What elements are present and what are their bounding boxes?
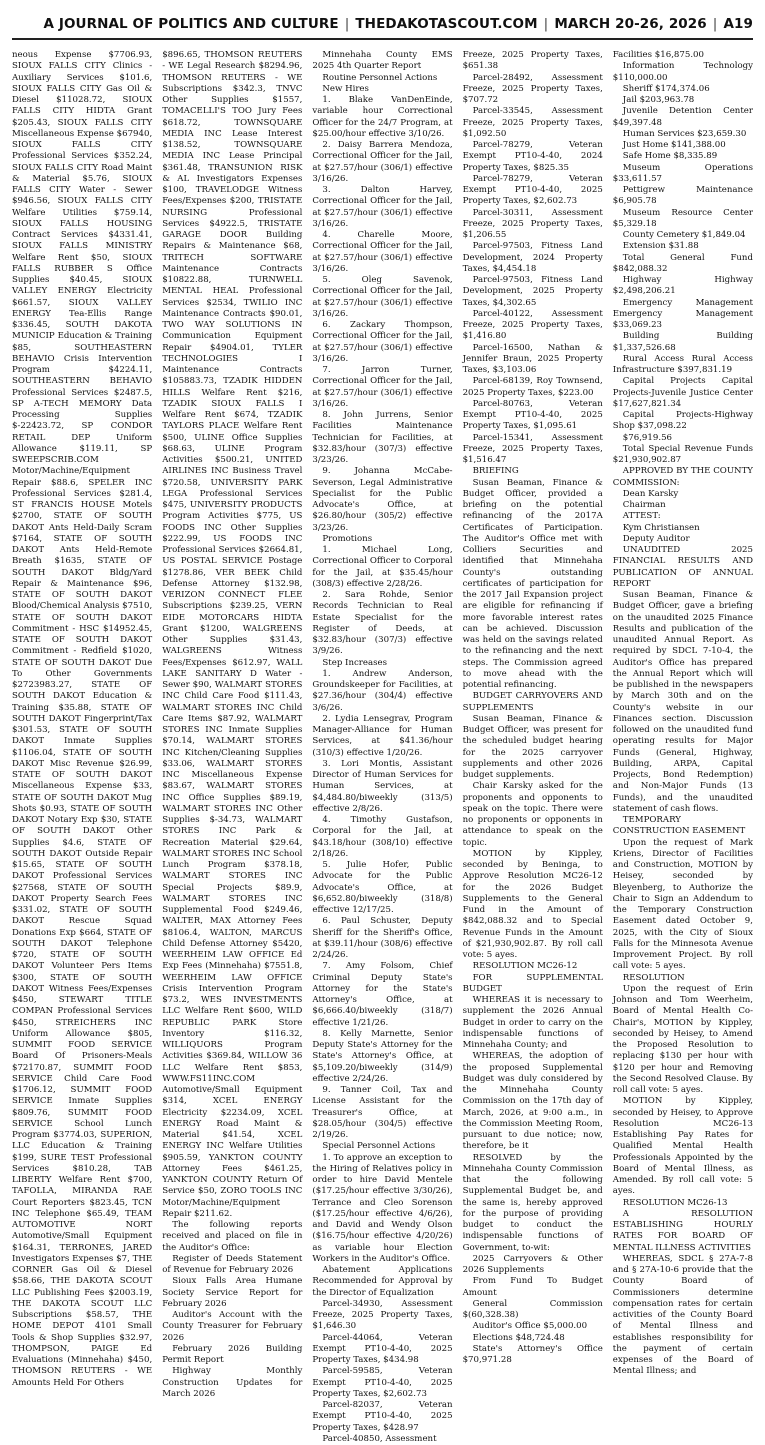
paragraph: 7. Jarron Turner, Correctional Officer for the Jail, at $27.57/hour (306/1) effective 3/16/26. <box>312 365 453 409</box>
paragraph: RESOLUTION MC26-13 <box>622 1197 728 1208</box>
text-column-2 <box>162 50 302 1445</box>
paragraph: $896.65, THOMSON REUTERS - WE Legal Research $8294.96, THOMSON REUTERS - WE Subscriptions $342.3, TNVC Other Supplies $1557, TOMACELLI'S TOO Jury Fees $618.72, TOWNSQUARE MEDIA INC Lease Interest $138.52, TOWNSQUARE MEDIA INC Lease Principal $361.48, TRANSUNION RISK & AL Investigators Expenses $100, TRAVELODGE Witness Fees/Expenses $200, TRISTATE NURSING Professional Services $4922.5, TRISTATE GARAGE DOOR Building Repairs & Maintenance $68, TRITECH SOFTWARE Maintenance Contracts $10822.88, TURNWELL MENTAL HEAL Professional Services $2534, TWILIO INC Maintenance Contracts $90.01, TWO WAY SOLUTIONS IN Communication Equipment Repair $4904.01, TYLER TECHNOLOGIES I Maintenance Contracts $105883.73, TZADIK HIDDEN HILLS Welfare Rent $216, TZADIK SIOUX FALLS I Welfare Rent $674, TZADIK TAYLORS PLACE Welfare Rent $500, ULINE Office Supplies $68.63, ULINE Program Activities $500.21, UNITED AIRLINES INC Business Travel $720.58, UNIVERSITY PARK LEGA Professional Services $475, UNIVERSITY PRODUCTS Program Activities $775, US FOODS INC Other Supplies $222.99, US FOODS INC Professional Services $2664.81, US POSTAL SERVICE Postage $1278.86, VER BEEK Child Defense Attorney $132.98, VERIZON CONNECT FLEE Subscriptions $239.25, VERN EIDE MOTORCARS HIDTA Grant $1200, WALGREENS Other Supplies $31.43, WALGREENS Witness Fees/Expenses $612.97, WALL LAKE SANITARY D Water - Sewer $90, WALMART STORES INC Child Care Food $111.43, WALMART STORES INC Child Care Items $87.92, WALMART STORES INC Inmate Supplies $70.14, WALMART STORES INC Kitchen/Cleaning Supplies $33.06, WALMART STORES INC Miscellaneous Expense $83.67, WALMART STORES INC Office Supplies $89.19, WALMART STORES INC Other Supplies $-34.73, WALMART STORES INC Park & Recreation Material $29.64, WALMART STORES INC School Lunch Program $378.18, WALMART STORES INC Special Projects $89.9, WALMART STORES INC Supplemental Food $249.46, WALTER, MAX Attorney Fees $8106.4, WALTON, MARCUS Child Defense Attorney $5420, WEERHEIM LAW OFFICE Ed Exp Fees (Minnehaha) $7551.8, WEERHEIM LAW OFFICE Crisis Intervention Program $73.2, WES INVESTMENTS LLC Welfare Rent $600, WILD REPUBLIC PARK Store Inventory $116.32, WILLIQUORS Program Activities $369.84, WILLOW 36 LLC Welfare Rent $853, WWW.FS11INC.COM Automotive/Small Equipment $314, XCEL ENERGY Electricity $2234.09, XCEL ENERGY Road Maint & Material $41.54, XCEL ENERGY INC Welfare Utilities $905.59, YANKTON COUNTY Attorney Fees $461.25, YANKTON COUNTY Return Of Service $50, ZORO TOOLS INC Motor/Machine/Equipment Repair $211.62. <box>162 50 303 1219</box>
paragraph: Freeze, 2025 Property Taxes, $651.38 <box>462 50 603 72</box>
paragraph: Just Home $141,388.00 <box>622 140 726 150</box>
paragraph: Elections $48,724.48 <box>472 1332 565 1343</box>
paragraph: Highway Monthly Construction Updates for March 2026 <box>162 1366 303 1399</box>
text-column-3 <box>312 50 452 1445</box>
paragraph: FOR SUPPLEMENTAL BUDGET <box>462 972 603 994</box>
paragraph: neous Expense $7706.93, SIOUX FALLS CITY Clinics - Auxiliary Services $101.6, SIOUX FALLS CITY Gas Oil & Diesel $11028.72, SIOUX FALLS CITY HIDTA Grant $205.43, SIOUX FALLS CITY Miscellaneous Expense $67940, SIOUX FALLS CITY Professional Services $352.24, SIOUX FALLS CITY Road Maint & Material $5.76, SIOUX FALLS CITY Water - Sewer $946.56, SIOUX FALLS CITY Welfare Utilities $759.14, SIOUX FALLS HOUSING Contract Services $4331.41, SIOUX FALLS MINISTRY Welfare Rent $50, SIOUX FALLS RUBBER S Office Supplies $40.45, SIOUX VALLEY ENERGY Electricity $661.57, SIOUX VALLEY ENERGY Tea-Ellis Range $336.45, SOUTH DAKOTA MUNICIP Education & Training $85, SOUTHEASTERN BEHAVIO Crisis Intervention Program $4224.11, SOUTHEASTERN BEHAVIO Professional Services $2487.5, SP A-TECH MEMORY Data Processing Supplies $-22423.72, SP CONDOR RETAIL DEP Uniform Allowance $119.11, SP SWEEPSCRIB.COM Motor/Machine/Equipment Repair $88.6, SPELER INC Professional Services $281.4, ST FRANCIS HOUSE Motels $2700, STATE OF SOUTH DAKOT Ants Held-Daily Scram $7164, STATE OF SOUTH DAKOT Ants Held-Remote Breath $1635, STATE OF SOUTH DAKOT Bldg/Yard Repair & Maintenance $96, STATE OF SOUTH DAKOT Blood/Chemical Analysis $7510, STATE OF SOUTH DAKOT Commitment - HSC $14952.45, STATE OF SOUTH DAKOT Commitment - Redfield $1020, STATE OF SOUTH DAKOT Due To Other Governments $2723983.27, STATE OF SOUTH DAKOT Education & Training $35.88, STATE OF SOUTH DAKOT Fingerprint/Tax $301.53, STATE OF SOUTH DAKOT Inmate Supplies $1106.04, STATE OF SOUTH DAKOT Misc Revenue $26.99, STATE OF SOUTH DAKOT Miscellaneous Expense $33, STATE OF SOUTH DAKOT Mug Shots $0.93, STATE OF SOUTH DAKOT Notary Exp $30, STATE OF SOUTH DAKOT Other Supplies $4.6, STATE OF SOUTH DAKOT Outside Repair $15.65, STATE OF SOUTH DAKOT Professional Services $27568, STATE OF SOUTH DAKOT Property Search Fees $331.02, STATE OF SOUTH DAKOT Rescue Squad Donations Exp $664, STATE OF SOUTH DAKOT Telephone $720, STATE OF SOUTH DAKOT Volunteer Pers Items $300, STATE OF SOUTH DAKOT Witness Fees/Expenses $450, STEWART TITLE COMPAN Professional Services $450, STREICHERS INC Uniform Allowance $805, SUMMIT FOOD SERVICE Board Of Prisoners-Meals $72170.87, SUMMIT FOOD SERVICE Child Care Food $1706.12, SUMMIT FOOD SERVICE Inmate Supplies $809.76, SUMMIT FOOD SERVICE School Lunch Program $3774.03, SUPERION, LLC Education & Training $199, SURE TEST Professional Services $810.28, TAB LIBERTY Welfare Rent $700, TAFOLLA, MIRANDA RAE Court Reporters $823.45, TCN INC Telephone $65.49, TEAM AUTOMOTIVE NORT Automotive/Small Equipment $164.31, TERRONES, JARED Investigators Expenses $7, THE CORNER Gas Oil & Diesel $58.66, THE DAKOTA SCOUT LLC Publishing Fees $2003.19, THE DAKOTA SCOUT LLC Subscriptions $58.57, THE HOME DEPOT 4101 Small Tools & Shop Supplies $32.97, THOMPSON, PAIGE Ed Evaluations (Minnehaha) $450, THOMSON REUTERS - WE Amounts Held For Others <box>12 50 153 1388</box>
paragraph: Sioux Falls Area Humane Society Service Report for February 2026 <box>162 1276 303 1309</box>
paragraph: 2. Daisy Barrera Mendoza, Correctional Officer for the Jail, at $27.57/hour (306/1) effective 3/16/26. <box>312 140 453 184</box>
paragraph: Parcel-97503, Fitness Land Development, 2024 Property Taxes, $4,454.18 <box>462 241 603 274</box>
paragraph: 5. Oleg Savenok, Correctional Officer for the Jail, at $27.57/hour (306/1) effective 3/16/26. <box>312 275 453 319</box>
paragraph: New Hires <box>322 83 369 94</box>
paragraph: Parcel-15341, Assessment Freeze, 2025 Property Taxes, $1,516.47 <box>462 432 603 465</box>
paragraph: Parcel-68139, Roy Townsend, 2025 Property Taxes, $223.00 <box>462 376 603 398</box>
paragraph: Museum Resource Center $5,329.18 <box>612 207 753 229</box>
paragraph: 9. Johanna McCabe-Severson, Legal Administrative Specialist for the Public Advocate's Office, at $26.80/hour (305/2) effective 3/23/26. <box>312 466 453 533</box>
paragraph: WHEREAS, SDCL § 27A-7-8 and § 27A-10-6 provide that the County Board of Commissioners determine compensation rates for certain activities of the County Board of Mental Illness and establishes responsibility for the payment of certain expenses of the Board of Mental Illness; and <box>612 1253 753 1377</box>
paragraph: 7. Amy Folsom, Chief Criminal Deputy State's Attorney for the State's Attorney's Office, at $6,666.40/biweekly (318/7) effective 1/21/26. <box>312 961 453 1028</box>
paragraph: Dean Karsky <box>622 488 679 499</box>
paragraph: WHEREAS it is necessary to supplement the 2026 Annual Budget in order to carry on the indispensable functions of Minnehaha County; and <box>462 995 603 1050</box>
text-column-4 <box>463 50 603 1445</box>
paragraph: Abatement Applications Recommended for Approval by the Director of Equalization <box>312 1265 453 1298</box>
paragraph: Capital Projects Capital Projects-Juvenile Justice Center $17,627,821.34 <box>612 376 753 409</box>
paragraph: 4. Charelle Moore, Correctional Officer for the Jail, at $27.57/hour (306/1) effective 3/16/26. <box>312 230 453 274</box>
paragraph: 6. Zackary Thompson, Correctional Officer for the Jail, at $27.57/hour (306/1) effective 3/16/26. <box>312 320 453 364</box>
paragraph: Minnehaha County EMS 2025 4th Quarter Report <box>312 50 453 72</box>
paragraph: Parcel-33545, Assessment Freeze, 2025 Property Taxes, $1,092.50 <box>462 106 603 139</box>
paragraph: Safe Home $8,335.89 <box>622 151 718 162</box>
paragraph: Pettigrew Maintenance $6,905.78 <box>612 185 753 207</box>
page-number: A19 <box>723 16 753 32</box>
paragraph: Register of Deeds Statement of Revenue for February 2026 <box>162 1253 303 1275</box>
text-column-1 <box>12 50 152 1445</box>
paragraph: RESOLVED by the Minnehaha County Commission that the following Supplemental Budget be, and the same is, hereby approved for the purpose of providing budget to conduct the indispensable functions of Government, to-wit: <box>462 1152 603 1253</box>
paragraph: 3. Lori Montis, Assistant Director of Human Services for Human Services, at $4,484.80/biweekly (313/5) effective 2/8/26. <box>312 758 453 814</box>
paragraph: Parcel-34930, Assessment Freeze, 2025 Property Taxes, $1,646.30 <box>312 1298 453 1332</box>
paragraph: Routine Personnel Actions <box>322 72 438 83</box>
paragraph: State's Attorney's Office $70,971.28 <box>462 1343 603 1365</box>
paragraph: Step Increases <box>322 657 388 668</box>
paragraph: Chair Karsky asked for the proponents and opponents to speak on the topic. There were no proponents or opponents in attendance to speak on the topic. <box>462 781 603 848</box>
paragraph: Parcel-97503, Fitness Land Development, 2025 Property Taxes, $4,302.65 <box>462 275 603 308</box>
paragraph: Jail $203,963.78 <box>622 95 695 105</box>
paragraph: 8. Kelly Marnette, Senior Deputy State's Attorney for the State's Attorney's Office, at $5,109.20/biweekly (314/9) effective 2/24/26. <box>312 1028 453 1084</box>
paragraph: Chairman <box>622 500 666 510</box>
paragraph: County Cemetery $1,849.04 <box>622 230 746 240</box>
header-separator: | <box>344 16 350 32</box>
paragraph: Susan Beaman, Finance & Budget Officer, provided a briefing on the potential refinancing of the 2017A Certificates of Participation. The Auditor's Office met with Colliers Securities and identified that Minnehaha County's outstanding certificates of participation for the 2017 Jail Expansion project are eligible for refinancing if more favorable interest rates can be achieved. Discussion was held on the savings related to the refinancing and the next steps. The Commission agreed to move ahead with the potential refinancing. <box>462 477 603 690</box>
paragraph: Parcel-78279, Veteran Exempt PT10-4-40, 2024 Property Taxes, $825.35 <box>462 140 603 173</box>
paragraph: Parcel-82037, Veteran Exempt PT10-4-40, 2025 Property Taxes, $428.97 <box>312 1400 453 1433</box>
paragraph: MOTION by Kippley, seconded by Beninga, to Approve Resolution MC26-12 for the 2026 Budget Supplements to the General Fund in the Amount of $842,088.32 and to Special Revenue Funds in the Amount of $21,930,902.87. By roll call vote: 5 ayes. <box>462 848 603 960</box>
header-rule <box>12 38 753 40</box>
paragraph: Museum Operations $33,611.57 <box>612 162 753 184</box>
paragraph: From Fund To Budget Amount <box>462 1276 603 1298</box>
paragraph: Parcel-16500, Nathan & Jennifer Braun, 2025 Property Taxes, $3,103.06 <box>462 342 603 375</box>
paragraph: Emergency Management Emergency Management $33,069.23 <box>612 297 753 330</box>
paragraph: The following reports received and placed on file in the Auditor's Office: <box>162 1220 303 1253</box>
text-column-5 <box>613 50 753 1445</box>
paragraph: Parcel-28492, Assessment Freeze, 2025 Property Taxes, $707.72 <box>462 72 603 105</box>
paragraph: WHEREAS, the adoption of the proposed Supplemental Budget was duly considered by the Minnehaha County Commission on the 17th day of March, 2026, at 9:00 a.m., in the Commission Meeting Room, pursuant to due notice; now, therefore, be it <box>462 1051 603 1152</box>
issue-date: MARCH 20-26, 2026 <box>554 16 707 32</box>
paragraph: Parcel-40850, Assessment <box>322 1433 437 1444</box>
paragraph: 4. Timothy Gustafson, Corporal for the Jail, at $43.18/hour (308/10) effective 2/18/26. <box>312 815 453 859</box>
paragraph: 2. Lydia Lensegrav, Program Manager-Alliance for Human Services, at $41.36/hour (310/3) effective 1/20/26. <box>312 713 453 758</box>
paragraph: Facilities $16,875.00 <box>612 50 704 60</box>
paragraph: 9. Tanner Coil, Tax and License Assistant for the Treasurer's Office, at $28.05/hour (304/5) effective 2/19/26. <box>312 1085 453 1140</box>
paragraph: Parcel-44064, Veteran Exempt PT10-4-40, 2025 Property Taxes, $434.98 <box>312 1332 453 1365</box>
paragraph: 1. Blake VanDenEinde, variable hour Correctional Officer for the 24/7 Program, at $25.00/hour effective 3/10/26. <box>312 95 453 139</box>
paragraph: February 2026 Building Permit Report <box>162 1343 303 1365</box>
header-separator: | <box>712 16 718 32</box>
paragraph: Information Technology $110,000.00 <box>612 61 753 83</box>
paragraph: Auditor's Office $5,000.00 <box>472 1321 588 1332</box>
paragraph: UNAUDITED 2025 FINANCIAL RESULTS AND PUBLICATION OF ANNUAL REPORT <box>612 545 753 589</box>
paragraph: General Commission $(60,328.38) <box>462 1298 603 1320</box>
paragraph: ATTEST: <box>622 511 661 522</box>
article-columns <box>12 50 753 1444</box>
paragraph: Special Personnel Actions <box>322 1141 436 1152</box>
paragraph: Capital Projects-Highway Shop $37,098.22 <box>612 410 753 432</box>
paragraph: $76,919.56 <box>622 432 673 443</box>
paragraph: Rural Access Rural Access Infrastructure $397,831.19 <box>612 353 753 375</box>
paragraph: Susan Beaman, Finance & Budget Officer, was present for the scheduled budget hearing for the 2025 carryover supplements and other 2026 budget supplements. <box>462 713 603 780</box>
header-separator: | <box>543 16 549 32</box>
paragraph: RESOLUTION MC26-12 <box>472 961 578 972</box>
paragraph: Parcel-80763, Veteran Exempt PT10-4-40, 2025 Property Taxes, $1,095.61 <box>462 398 603 432</box>
paragraph: 1. To approve an exception to the Hiring of Relatives policy in order to hire David Mentele ($17.25/hour effective 3/30/26), Terrance and Cleo Sorenson ($17.25/hour effective 4/6/26), and David and Wendy Olson ($16.75/hour effective 4/20/26) as variable hour Election Workers in the Auditor's Office. <box>312 1152 453 1264</box>
paragraph: Promotions <box>322 533 373 544</box>
paragraph: Juvenile Detention Center $49,397.48 <box>612 106 753 128</box>
paragraph: Parcel-78279, Veteran Exempt PT10-4-40, 2025 Property Taxes, $2,602.73 <box>462 173 603 207</box>
paragraph: Total General Fund $842,088.32 <box>612 252 753 274</box>
paragraph: Parcel-59585, Veteran Exempt PT10-4-40, 2025 Property Taxes, $2,602.73 <box>312 1366 453 1399</box>
paragraph: Highway Highway $2,498,206.21 <box>612 275 753 297</box>
page-header <box>0 0 765 38</box>
paragraph: 2. Sara Rohde, Senior Records Technician to Real Estate Specialist for the Register of Deeds, at $32.83/hour (307/3) effective 3/9/26. <box>312 590 453 657</box>
paragraph: Extension $31.88 <box>622 241 699 252</box>
paragraph: MOTION by Kippley, seconded by Heisey, to Approve Resolution MC26-13 Establishing Pay Rates for Qualified Mental Health Professionals Appointed by the Board of Mental Illness, as Amended. By roll call vote: 5 ayes. <box>612 1096 753 1197</box>
paragraph: BRIEFING <box>472 466 519 477</box>
paragraph: Deputy Auditor <box>622 533 690 544</box>
paragraph: 1. Michael Long, Correctional Officer to Corporal for the Jail, at $35.45/hour (308/3) effective 2/28/26. <box>312 545 453 589</box>
paragraph: 6. Paul Schuster, Deputy Sheriff for the Sheriff's Office, at $39.11/hour (308/6) effective 2/24/26. <box>312 916 453 960</box>
publication-tagline: A JOURNAL OF POLITICS AND CULTURE <box>43 16 339 32</box>
paragraph: Auditor's Account with the County Treasurer for February 2026 <box>162 1310 303 1343</box>
paragraph: Human Services $23,659.30 <box>622 128 747 139</box>
paragraph: 5. Julie Hofer, Public Advocate for the Public Advocate's Office, at $6,652.80/biweekly (318/8) effective 12/17/25. <box>312 860 453 915</box>
paragraph: Total Special Revenue Funds $21,930,902.87 <box>612 443 753 465</box>
paragraph: Kym Christiansen <box>622 522 700 533</box>
paragraph: TEMPORARY CONSTRUCTION EASEMENT <box>612 815 746 837</box>
paragraph: 1. Andrew Anderson, Groundskeeper for Facilities, at $27.36/hour (304/4) effective 3/6/26. <box>312 668 453 713</box>
paragraph: 8. John Jurrens, Senior Facilities Maintenance Technician for Facilities, at $32.83/hour (307/3) effective 3/23/26. <box>312 410 453 465</box>
paragraph: BUDGET CARRYOVERS AND SUPPLEMENTS <box>462 691 603 713</box>
paragraph: APPROVED BY THE COUNTY COMMISSION: <box>612 466 753 488</box>
paragraph: Upon the request of Erin Johnson and Tom Weerheim, Board of Mental Health Co-Chair's, MOTION by Kippley, seconded by Heisey, to Amend the Proposed Resolution to replacing $130 per hour with $120 per hour and Removing the Second Resolved Clause. By roll call vote: 5 ayes. <box>612 983 753 1095</box>
paragraph: 2025 Carryovers & Other 2026 Supplements <box>462 1253 603 1275</box>
paragraph: RESOLUTION <box>622 972 685 983</box>
paragraph: Upon the request of Mark Kriens, Director of Facilities and Construction, MOTION by Heisey, seconded by Bleyenberg, to Authorize the Chair to Sign an Addendum to the Temporary Construction Easement dated October 9, 2025, with the City of Sioux Falls for the Minnesota Avenue Improvement Project. By roll call vote: 5 ayes. <box>612 837 753 972</box>
paragraph: Parcel-40122, Assessment Freeze, 2025 Property Taxes, $1,416.80 <box>462 308 603 342</box>
paragraph: Susan Beaman, Finance & Budget Officer, gave a briefing on the unaudited 2025 Finance Results and publication of the unaudited Annual Report. As required by SDCL 7-10-4, the Auditor's Office has prepared the Annual Report which will be published in the newspapers by March 30th and on the County's website in our Finances section. Discussion followed on the unaudited fund operating results for Major Funds (General, Highway, Building, ARPA, Capital Projects, Bond Redemption) and Non-Major Funds (13 Funds), and the unaudited statement of cash flows. <box>612 590 753 814</box>
paragraph: Building Building $1,337,526.68 <box>612 331 753 353</box>
paragraph: A RESOLUTION ESTABLISHING HOURLY RATES FOR BOARD OF MENTAL ILLNESS ACTIVITIES <box>612 1208 753 1253</box>
paragraph: Parcel-30311, Assessment Freeze, 2025 Property Taxes, $1,206.55 <box>462 207 603 240</box>
paragraph: 3. Dalton Harvey, Correctional Officer for the Jail, at $27.57/hour (306/1) effective 3/16/26. <box>312 185 453 229</box>
website-link[interactable]: THEDAKOTASCOUT.COM <box>355 16 538 32</box>
paragraph: Sheriff $174,374.06 <box>622 83 710 94</box>
